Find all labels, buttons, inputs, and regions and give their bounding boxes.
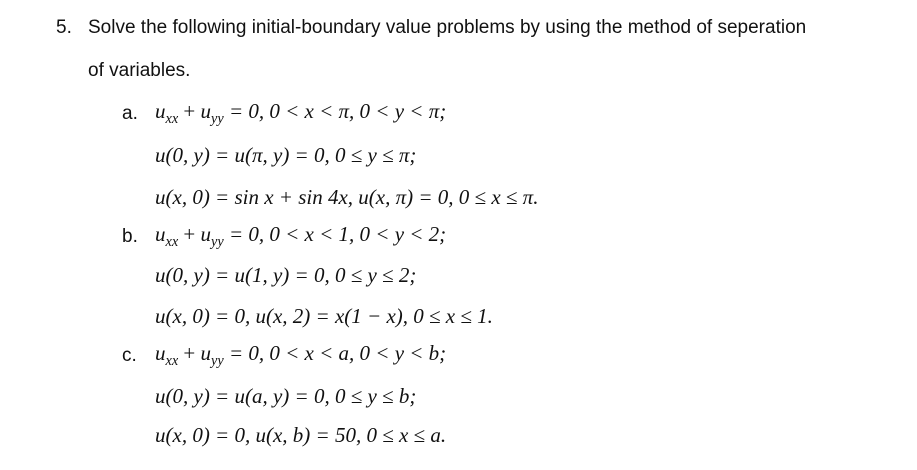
part-b-initial-conditions: u(x, 0) = 0, u(x, 2) = x(1 − x), 0 ≤ x ≤ 1. [155, 304, 493, 328]
u-symbol: u [200, 99, 212, 123]
problem-intro-line2: of variables. [88, 60, 191, 81]
pde-rest: = 0, 0 < x < a, 0 < y < b; [223, 341, 447, 365]
u-symbol: u [200, 222, 212, 246]
part-a-pde [155, 99, 446, 128]
problem-intro-line1: Solve the following initial-boundary value problems by using the method of seperation [88, 17, 807, 38]
subscript-yy: yy [211, 233, 224, 250]
plus-sign: + [178, 99, 201, 123]
plus-sign: + [178, 222, 201, 246]
part-a-initial-conditions: u(x, 0) = sin x + sin 4x, u(x, π) = 0, 0 ≤ x ≤ π. [155, 185, 539, 209]
part-b-pde [155, 222, 446, 251]
u-symbol: u [200, 341, 212, 365]
subscript-yy: yy [211, 110, 224, 127]
part-a-boundary-conditions: u(0, y) = u(π, y) = 0, 0 ≤ y ≤ π; [155, 143, 417, 167]
u-symbol: u [155, 222, 166, 246]
problem-number: 5. [56, 17, 72, 38]
u-symbol: u [155, 341, 166, 365]
subscript-yy: yy [211, 352, 224, 369]
subscript-xx: xx [165, 352, 179, 369]
subscript-xx: xx [165, 233, 179, 250]
part-c-initial-conditions: u(x, 0) = 0, u(x, b) = 50, 0 ≤ x ≤ a. [155, 423, 447, 447]
part-c-pde [155, 341, 446, 370]
part-c-boundary-conditions: u(0, y) = u(a, y) = 0, 0 ≤ y ≤ b; [155, 384, 417, 408]
part-c-label: c. [122, 345, 137, 366]
pde-rest: = 0, 0 < x < π, 0 < y < π; [223, 99, 447, 123]
u-symbol: u [155, 99, 166, 123]
pde-rest: = 0, 0 < x < 1, 0 < y < 2; [223, 222, 447, 246]
part-b-boundary-conditions: u(0, y) = u(1, y) = 0, 0 ≤ y ≤ 2; [155, 263, 417, 287]
part-b-label: b. [122, 226, 138, 247]
subscript-xx: xx [165, 110, 179, 127]
plus-sign: + [178, 341, 201, 365]
part-a-label: a. [122, 103, 138, 124]
